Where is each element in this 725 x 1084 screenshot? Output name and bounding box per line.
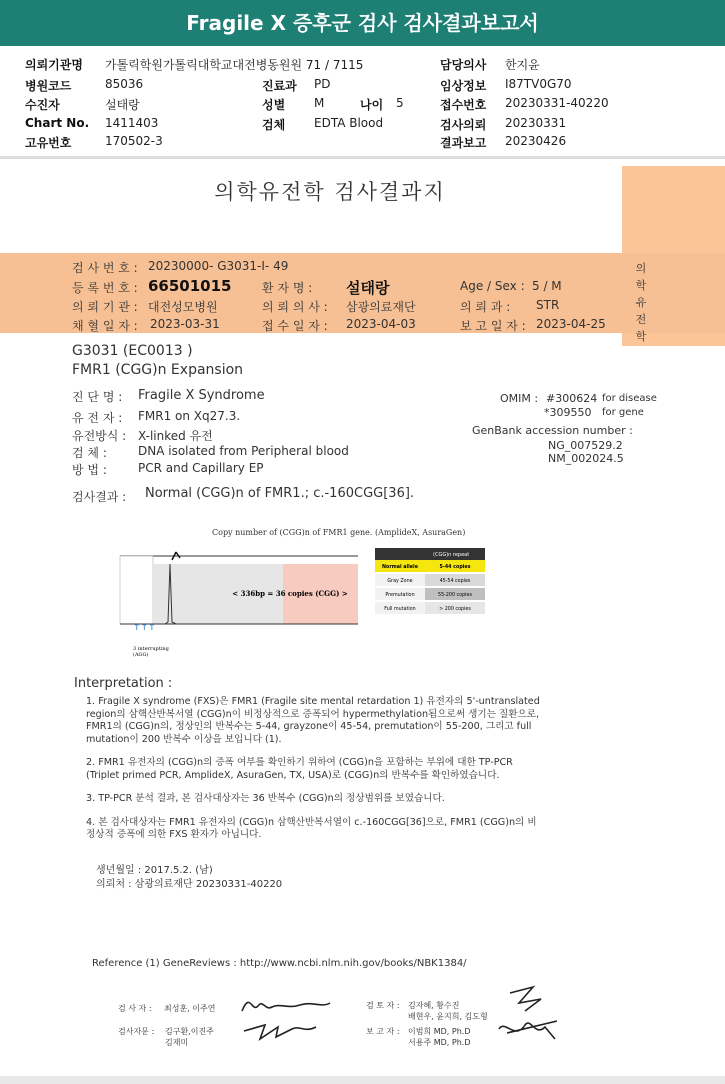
signature-tester-icon (230, 981, 340, 1051)
reference: Reference (1) GeneReviews : http://www.ncbi.nlm.nih.gov/books/NBK1384/ (92, 958, 467, 969)
interp-line: region의 삼핵산반복서열 (CGG)n이 비정상적으로 증폭되어 hypermethylation됨으로써 생기는 질환으로, (86, 708, 540, 720)
band-report-label: 보 고 일 자 : (460, 319, 526, 333)
divider (0, 156, 725, 159)
reviewer-label: 검 토 자 : (366, 1001, 400, 1010)
age-sex-label: Age / Sex : (460, 279, 525, 293)
hospital-code-value: 85036 (105, 77, 144, 91)
reviewer-value-2: 배현우, 윤지희, 김도형 (408, 1012, 488, 1021)
org-value: 대전성모병원 (148, 300, 218, 314)
interrupt-arrows-icon: ↑↑↑ (133, 623, 156, 633)
clinical-value: I87TV0G70 (505, 77, 572, 91)
band-dept-value: STR (536, 298, 560, 312)
doctor-label: 담당의사 (440, 58, 487, 72)
result-value: Normal (CGG)n of FMR1.; c.-160CGG[36]. (145, 486, 415, 501)
source: 의뢰처 : 삼광의료재단 20230331-40220 (96, 879, 283, 890)
patient-band (0, 253, 725, 333)
trace-blank-zone (120, 556, 153, 624)
diag-label: 진 단 명 : (72, 390, 123, 404)
side-char: 학 (635, 330, 647, 343)
test-name: FMR1 (CGG)n Expansion (72, 362, 244, 378)
interp-title: Interpretation : (74, 676, 173, 691)
age-sex-value: 5 / M (532, 279, 562, 293)
tester-value: 최성훈, 이주연 (164, 1004, 216, 1013)
interp-line: (Triplet primed PCR, AmplideX, AsuraGen, TX, USA)로 (CGG)n의 반복수를 확인하였습니다. (86, 769, 500, 781)
patient-value: 설태랑 (105, 98, 140, 112)
page-title: Fragile X 증후군 검사 검사결과보고서 (0, 0, 725, 46)
draw-value: 2023-03-31 (150, 317, 220, 331)
genbank-1: NG_007529.2 (548, 439, 623, 452)
reporter-value-2: 서용주 MD, Ph.D (408, 1038, 471, 1047)
legend-category-text: Full mutation (384, 607, 416, 612)
interp-line: 3. TP-PCR 분석 결과, 본 검사대상자는 36 반복수 (CGG)n의 정상범위를 보였습니다. (86, 793, 445, 804)
patient-name-value: 설태랑 (346, 279, 390, 297)
interp-line: FMR1의 (CGG)n의, 정상인의 반복수는 5-44, grayzone이 45-54, premutation이 55-200, 그리고 full (86, 721, 532, 732)
result-label: 검사결과 : (72, 490, 127, 504)
test-no-value: 20230000- G3031-I- 49 (148, 259, 289, 273)
report-header (0, 50, 725, 154)
spec-label: 검 체 : (72, 446, 107, 460)
interp-line: 2. FMR1 유전자의 (CGG)n의 증폭 여부를 확인하기 위하여 (CGG)n을 포함하는 부위에 대한 TP-PCR (86, 757, 513, 768)
band-dept-label: 의 뢰 과 : (460, 300, 511, 314)
legend-category-text: Normal allele (382, 565, 418, 570)
side-char: 학 (635, 279, 647, 292)
org-label: 의 뢰 기 관 : (72, 300, 138, 314)
legend-header-text: (CGG)n repeat (433, 552, 470, 558)
interp-line: 1. Fragile X syndrome (FXS)은 FMR1 (Fragile site mental retardation 1) 유전자의 5'-untranslated (86, 696, 540, 707)
age-value: 5 (396, 96, 404, 110)
test-code: G3031 (EC0013 ) (72, 343, 193, 359)
patient-name-label: 환 자 명 : (262, 281, 313, 295)
unique-label: 고유번호 (25, 136, 72, 150)
omim-1: #300624 (546, 392, 598, 405)
genbank-2: NM_002024.5 (548, 452, 624, 465)
method-value: PCR and Capillary EP (138, 461, 264, 475)
dob: 생년월일 : 2017.5.2. (남) (96, 865, 213, 876)
req-date-label: 검사의뢰 (440, 118, 487, 132)
req-doc-label: 의 뢰 의 사 : (262, 300, 328, 314)
side-vertical-text (633, 260, 649, 345)
unique-value: 170502-3 (105, 134, 163, 148)
age-label: 나이 (360, 98, 384, 112)
clinical-label: 임상정보 (440, 79, 487, 93)
omim-label: OMIM : (500, 392, 539, 405)
fragile-x-chart (110, 544, 500, 664)
doctor-value: 한지윤 (505, 58, 540, 72)
advisor-value-2: 김재미 (165, 1038, 189, 1047)
hospital-code-label: 병원코드 (25, 79, 72, 93)
sex-label: 성별 (262, 98, 286, 112)
diag-value: Fragile X Syndrome (138, 388, 265, 403)
test-no-label: 검 사 번 호 : (72, 261, 138, 275)
chart-label: Chart No. (25, 116, 90, 130)
omim-2-note: for gene (602, 407, 644, 418)
legend-range-text: 5-44 copies (439, 565, 471, 570)
peak-label: < 336bp = 36 copies (CGG) > (232, 589, 348, 598)
advisor-label: 검사자문 : (118, 1027, 155, 1036)
request-org-value: 가톨릭학원가톨릭대학교대전병동원원 71 / 7115 (105, 58, 364, 72)
spec-value: DNA isolated from Peripheral blood (138, 444, 349, 458)
dept-label: 진료과 (262, 79, 297, 93)
legend-category-text: Gray Zone (387, 579, 413, 584)
specimen-value: EDTA Blood (314, 116, 384, 130)
specimen-label: 검체 (262, 118, 286, 132)
side-char: 의 (635, 262, 647, 275)
req-date-value: 20230331 (505, 116, 567, 130)
report-date-label: 결과보고 (440, 136, 487, 150)
reg-no-label: 등 록 번 호 : (72, 281, 138, 295)
omim-2: *309550 (544, 406, 592, 419)
interrupt-label-2: (AGG) (133, 652, 149, 658)
side-char: 유 (635, 296, 647, 309)
reporter-value-1: 이범희 MD, Ph.D (408, 1027, 471, 1036)
advisor-value-1: 김구환,이진주 (165, 1027, 214, 1036)
dept-value: PD (314, 77, 331, 91)
interpretation (86, 696, 646, 842)
legend-range-text: 55-200 copies (438, 593, 472, 598)
gene-label: 유 전 자 : (72, 411, 123, 425)
recv-value: 2023-04-03 (346, 317, 416, 331)
interp-line: 4. 본 검사대상자는 FMR1 유전자의 (CGG)n 삼핵산반복서열이 c.-160CGG[36]으로, FMR1 (CGG)n의 비 (86, 816, 537, 828)
band-report-value: 2023-04-25 (536, 317, 606, 331)
draw-label: 채 혈 일 자 : (72, 319, 138, 333)
legend-table (375, 548, 485, 614)
inherit-label: 유전방식 : (72, 429, 127, 443)
genbank-label: GenBank accession number : (472, 424, 633, 437)
signature-reviewer-icon (485, 981, 575, 1051)
side-char: 전 (635, 313, 647, 326)
interp-line: mutation이 200 반복수 이상을 보입니다 (1). (86, 733, 282, 745)
chart-value: 1411403 (105, 116, 159, 130)
reg-no-value: 66501015 (148, 277, 232, 295)
legend-category-text: Premutation (385, 593, 415, 598)
reporter-label: 보 고 자 : (366, 1027, 400, 1036)
tester-label: 검 사 자 : (118, 1004, 152, 1013)
chart-title: Copy number of (CGG)n of FMR1 gene. (AmplideX, AsuraGen) (212, 528, 466, 537)
method-label: 방 법 : (72, 463, 107, 477)
legend-range-text: 45-54 copies (439, 579, 471, 584)
omim-1-note: for disease (602, 393, 657, 404)
request-org-label: 의뢰기관명 (25, 58, 83, 72)
reviewer-value-1: 김자혜, 황수진 (408, 1001, 460, 1010)
bottom-strip (0, 1076, 725, 1084)
legend-range-text: > 200 copies (439, 607, 471, 612)
req-doc-value: 삼광의료재단 (346, 300, 416, 314)
interp-line: 정상적 증폭에 의한 FXS 환자가 아닙니다. (86, 829, 262, 840)
sex-value: M (314, 96, 325, 110)
interrupt-label-1: 3 interrupting (133, 646, 169, 652)
report-date-value: 20230426 (505, 134, 567, 148)
report-title: 의학유전학 검사결과지 (214, 180, 446, 204)
gene-value: FMR1 on Xq27.3. (138, 409, 241, 423)
inherit-value: X-linked 유전 (138, 429, 213, 443)
receipt-label: 접수번호 (440, 98, 487, 112)
recv-label: 접 수 일 자 : (262, 319, 328, 333)
receipt-value: 20230331-40220 (505, 96, 609, 110)
report-document (0, 166, 725, 1084)
patient-label: 수진자 (25, 98, 60, 112)
